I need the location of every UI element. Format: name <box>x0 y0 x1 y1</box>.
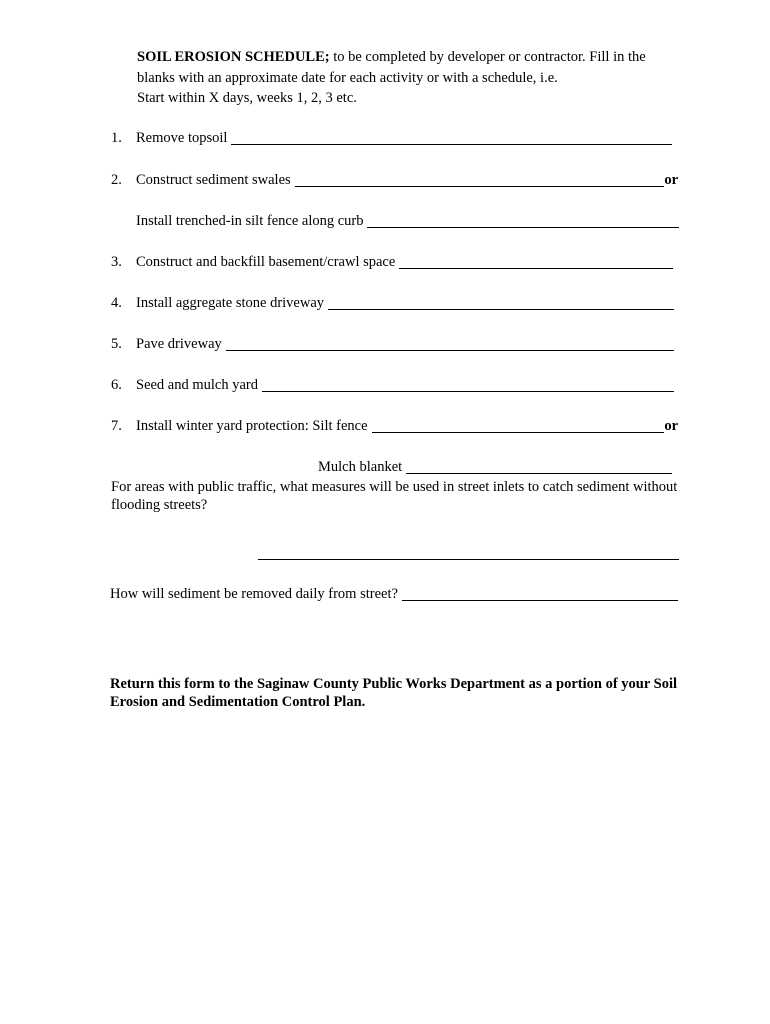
item-label: Mulch blanket <box>318 459 403 475</box>
return-instructions: Return this form to the Saginaw County Public Works Department as a portion of your Soil Erosion and Sedimentation Control Plan. <box>110 676 678 710</box>
item-construct-sediment-swales <box>111 171 678 189</box>
item-label: Construct and backfill basement/crawl space <box>136 254 396 270</box>
form-title: SOIL EROSION SCHEDULE; <box>137 49 330 65</box>
item-number: 1. <box>111 130 122 146</box>
item-number: 4. <box>111 295 122 311</box>
question-sediment-removal-row <box>110 585 678 603</box>
or-label: or <box>664 418 678 434</box>
street-inlets-answer-field[interactable] <box>258 545 679 560</box>
question-sediment-removal: How will sediment be removed daily from street? <box>110 586 398 602</box>
item-label: Seed and mulch yard <box>136 377 259 393</box>
item-stone-driveway <box>111 294 674 312</box>
item-label: Pave driveway <box>136 336 222 352</box>
item-label: Install winter yard protection: Silt fence <box>136 418 368 434</box>
item-winter-protection <box>111 417 678 435</box>
item-remove-topsoil <box>111 129 672 147</box>
sediment-swales-field[interactable] <box>295 173 665 187</box>
question-street-inlets: For areas with public traffic, what measures will be used in street inlets to catch sediment without flooding streets? <box>111 479 678 513</box>
mulch-blanket-field[interactable] <box>406 460 672 474</box>
item-seed-mulch-yard <box>111 376 674 394</box>
item-label: Install aggregate stone driveway <box>136 295 325 311</box>
intro-paragraph <box>137 47 697 109</box>
remove-topsoil-field[interactable] <box>231 131 672 145</box>
trenched-silt-fence-field[interactable] <box>367 214 679 228</box>
item-label: Install trenched-in silt fence along curb <box>136 213 364 229</box>
stone-driveway-field[interactable] <box>328 296 674 310</box>
item-number: 7. <box>111 418 122 434</box>
backfill-basement-field[interactable] <box>399 255 673 269</box>
intro-text-2: blanks with an approximate date for each activity or with a schedule, i.e. <box>137 69 558 86</box>
intro-text-1: to be completed by developer or contractor. Fill in the <box>329 49 646 65</box>
item-number: 6. <box>111 377 122 393</box>
intro-text-3: Start within X days, weeks 1, 2, 3 etc. <box>137 90 357 106</box>
item-backfill-basement <box>111 253 673 271</box>
item-label: Construct sediment swales <box>136 172 291 188</box>
or-label: or <box>664 172 678 188</box>
item-mulch-blanket <box>318 458 672 476</box>
pave-driveway-field[interactable] <box>226 337 674 351</box>
item-number: 5. <box>111 336 122 352</box>
silt-fence-field[interactable] <box>372 419 665 433</box>
item-label: Remove topsoil <box>136 130 228 146</box>
sediment-removal-field[interactable] <box>402 587 678 601</box>
seed-mulch-field[interactable] <box>262 378 674 392</box>
item-number: 3. <box>111 254 122 270</box>
item-number: 2. <box>111 172 122 188</box>
item-trenched-silt-fence <box>136 212 679 230</box>
item-pave-driveway <box>111 335 674 353</box>
